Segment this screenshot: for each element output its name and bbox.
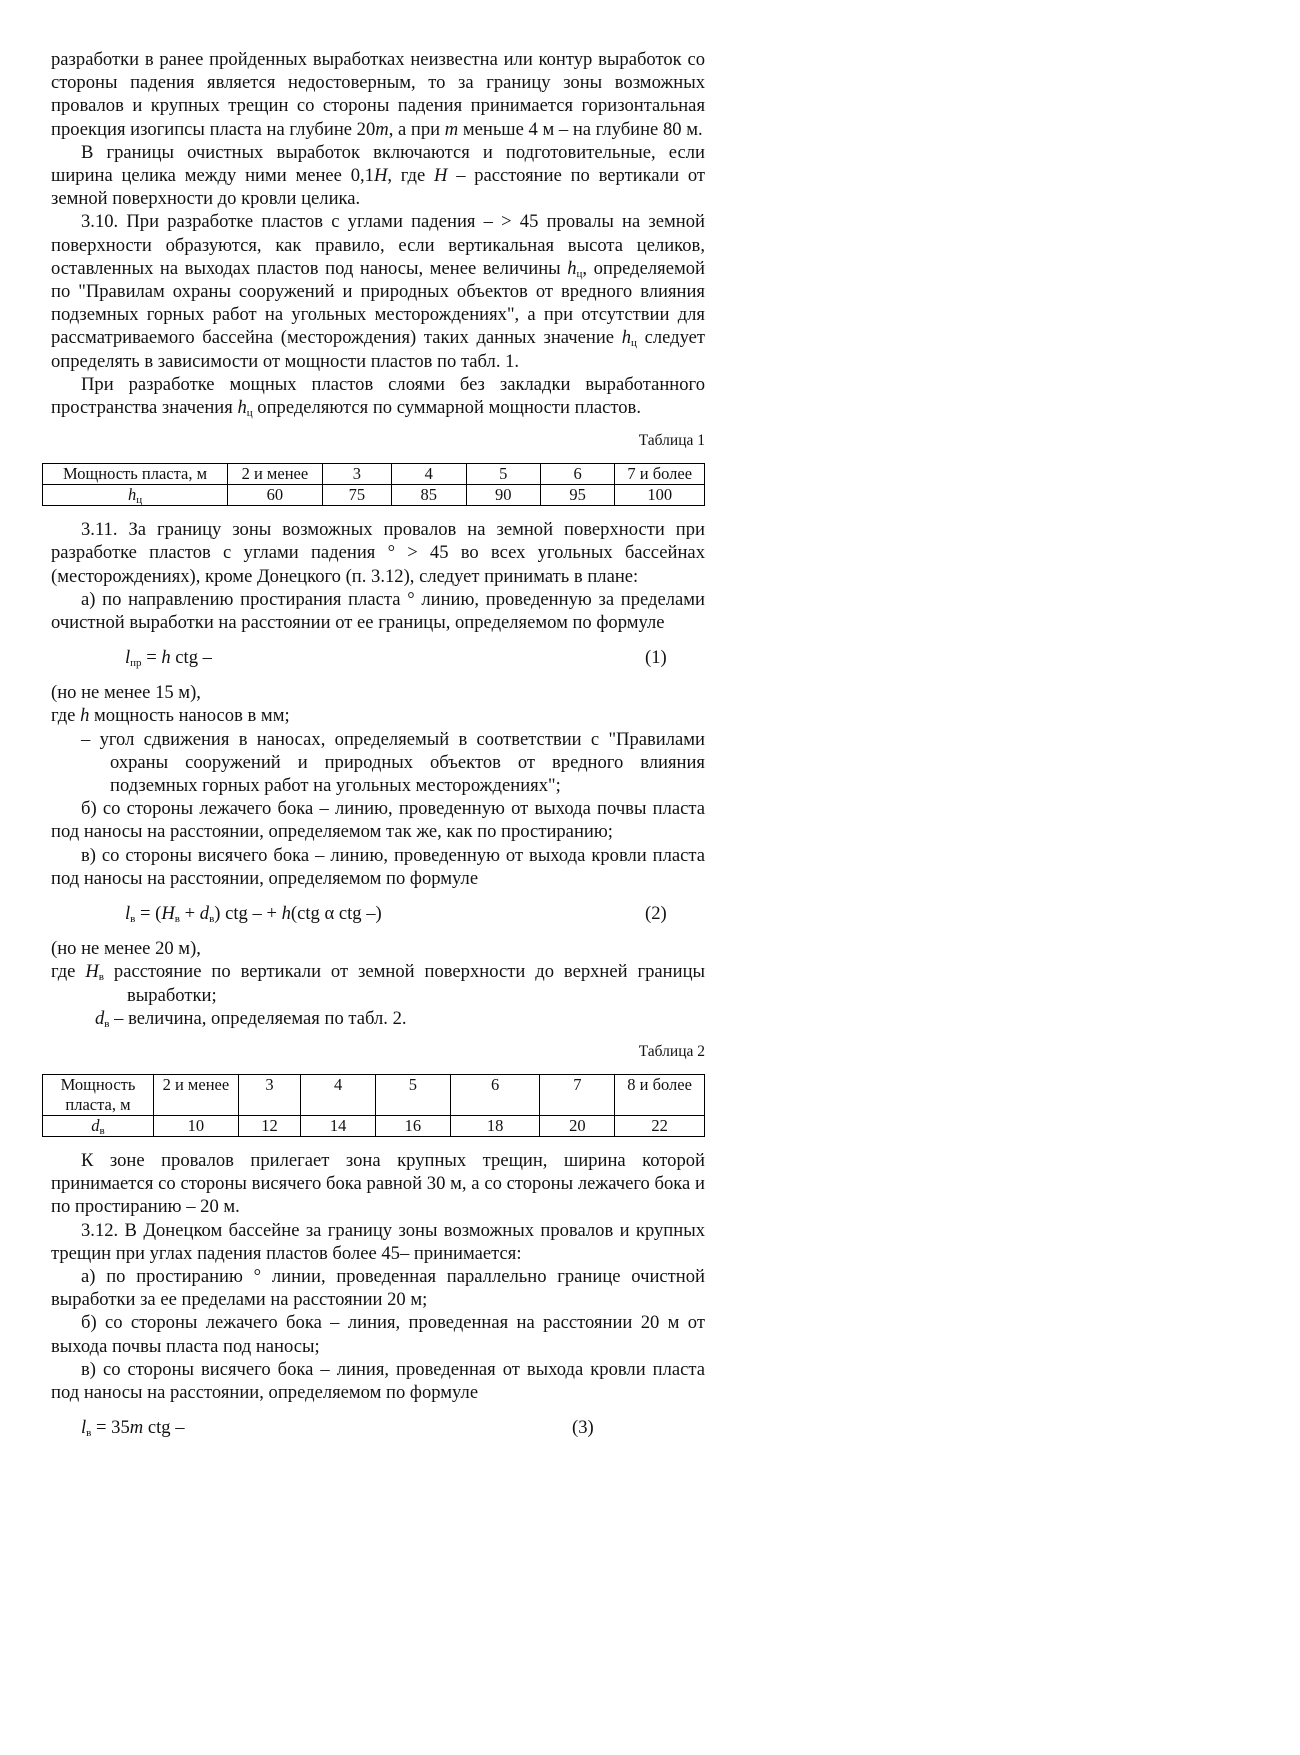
table2-value-cell: 22: [615, 1115, 705, 1136]
paragraph-min-15: (но не менее 15 м),: [51, 682, 201, 704]
paragraph-cracks-zone: К зоне провалов прилегает зона крупных трещин, ширина которой принимается со стороны висячего бока равной 30 м, а со стороны лежачего бока и по простиранию – 20 м.: [51, 1149, 705, 1218]
table1-value-cell: 100: [615, 485, 705, 506]
table2-header-cell: 4: [301, 1074, 376, 1115]
table2-value-cell: 16: [376, 1115, 451, 1136]
table2-value-cell: 12: [238, 1115, 301, 1136]
paragraph-3-11-c: в) со стороны висячего бока – линию, проведенную от выхода кровли пласта под наносы на расстоянии, определяемом по формуле: [51, 844, 705, 889]
table1-header-cell: 7 и более: [615, 464, 705, 485]
table2-header-cell: 2 и менее: [154, 1074, 239, 1115]
paragraph-3-10: 3.10. При разработке пластов с углами падения – > 45 провалы на земной поверхности образуются, как правило, если вертикальная высота целиков, оставленных на выходах пластов под наносы, менее величины $h_ц$, определяемой по "Правилам охраны сооружений и природных объектов от вредного влияния подземных горных работ на угольных месторождениях", а при отсутствии для рассматриваемого бассейна (месторождения) таких данных значение $h_ц$ следует определять в зависимости от мощности пластов по табл. 1.: [51, 211, 705, 372]
table2-row-label: $d_в$: [43, 1115, 154, 1136]
paragraph-min-20: (но не менее 20 м),: [51, 938, 201, 960]
formula-1-expression: $l_{пр} = h$ ctg –: [125, 647, 212, 670]
paragraph-3-12: 3.12. В Донецком бассейне за границу зоны возможных провалов и крупных трещин при углах падения пластов более 45– принимается:: [51, 1219, 705, 1264]
table1-value-row: [43, 485, 705, 506]
paragraph-3-12-a: а) по простиранию ° линии, проведенная параллельно границе очистной выработки за ее пределами на расстоянии 20 м;: [51, 1265, 705, 1311]
table1-header-cell: 4: [392, 464, 466, 485]
table2-value-cell: 10: [154, 1115, 239, 1136]
table1-row-label: $h_ц$: [43, 485, 228, 506]
table1-header-cell: 6: [540, 464, 614, 485]
table1-header-row: [43, 464, 705, 485]
table2-value-cell: 20: [540, 1115, 615, 1136]
formula-3-number: (3): [572, 1417, 594, 1439]
paragraph-intro: разработки в ранее пройденных выработках неизвестна или контур выработок со стороны падения является недостоверным, то за границу зоны возможных провалов и крупных трещин со стороны падения принимается горизонтальная проекция изогипсы пласта на глубине 20m, а при m меньше 4 м – на глубине 80 м.: [51, 49, 705, 140]
table1-value-cell: 90: [466, 485, 540, 506]
table1-value-cell: 75: [322, 485, 391, 506]
paragraph-3-11: 3.11. За границу зоны возможных провалов на земной поверхности при разработке пластов с углами падения ° > 45 во всех угольных бассейнах (месторождениях), кроме Донецкого (п. 3.12), следует принимать в плане:: [51, 519, 705, 587]
table2-header-cell: 3: [238, 1074, 301, 1115]
table2-caption: Таблица 2: [638, 1042, 705, 1060]
paragraph-thick-seams: При разработке мощных пластов слоями без закладки выработанного пространства значения $h_ц$ определяются по суммарной мощности пластов.: [51, 373, 705, 420]
table2-header-cell: 7: [540, 1074, 615, 1115]
paragraph-angle-def: – угол сдвижения в наносах, определяемый в соответствии с "Правилами охраны сооружений и природных объектов от вредного влияния подземных горных работ на угольных месторождениях";: [81, 728, 705, 797]
table2-value-cell: 18: [450, 1115, 540, 1136]
paragraph-3-11-a: а) по направлению простирания пласта ° линию, проведенную за пределами очистной выработки на расстоянии от ее границы, определяемом по формуле: [51, 588, 705, 634]
formula-1: [51, 646, 705, 669]
table1-value-cell: 95: [540, 485, 614, 506]
paragraph-where-H: где $H_в$ расстояние по вертикали от земной поверхности до верхней границы выработки;: [51, 961, 706, 1006]
paragraph-3-12-b: б) со стороны лежачего бока – линия, проведенная на расстоянии 20 м от выхода почвы пласта под наносы;: [51, 1312, 705, 1357]
table2: [42, 1074, 705, 1137]
table2-header-cell: 8 и более: [615, 1074, 705, 1115]
table1-value-cell: 85: [392, 485, 466, 506]
table1: [42, 463, 705, 506]
table2-header-label: Мощность пласта, м: [43, 1074, 154, 1115]
formula-2-number: (2): [645, 903, 667, 925]
table2-value-cell: 14: [301, 1115, 376, 1136]
table1-value-cell: 60: [228, 485, 323, 506]
table2-value-row: [43, 1115, 705, 1136]
table1-header-cell: 2 и менее: [228, 464, 323, 485]
table2-header-cell: 5: [376, 1074, 451, 1115]
formula-2-expression: $l_в = (H_в + d_в)$ ctg – + h(ctg α ctg –): [125, 903, 382, 926]
formula-1-number: (1): [645, 647, 667, 669]
table2-header-row: [43, 1074, 705, 1115]
table2-header-cell: 6: [450, 1074, 540, 1115]
paragraph-pillar-width: В границы очистных выработок включаются и подготовительные, если ширина целика между ними менее 0,1H, где H – расстояние по вертикали от земной поверхности до кровли целика.: [51, 141, 706, 210]
document-page: [51, 48, 705, 1451]
table1-header-cell: 3: [322, 464, 391, 485]
formula-3: [51, 1416, 705, 1439]
formula-2: [51, 902, 705, 925]
paragraph-3-12-c: в) со стороны висячего бока – линия, проведенная от выхода кровли пласта под наносы на расстоянии, определяемом по формуле: [51, 1358, 705, 1403]
paragraph-3-11-b: б) со стороны лежачего бока – линию, проведенную от выхода почвы пласта под наносы на расстоянии, определяемом так же, как по простиранию;: [51, 798, 705, 843]
table1-caption: Таблица 1: [638, 432, 705, 450]
formula-3-expression: $l_в = 35m$ ctg –: [81, 1417, 185, 1440]
paragraph-where-d: $d_в$ – величина, определяемая по табл. 2.: [95, 1007, 407, 1030]
paragraph-where-h: где h мощность наносов в мм;: [51, 705, 290, 727]
table1-header-cell: 5: [466, 464, 540, 485]
table1-header-label: Мощность пласта, м: [43, 464, 228, 485]
